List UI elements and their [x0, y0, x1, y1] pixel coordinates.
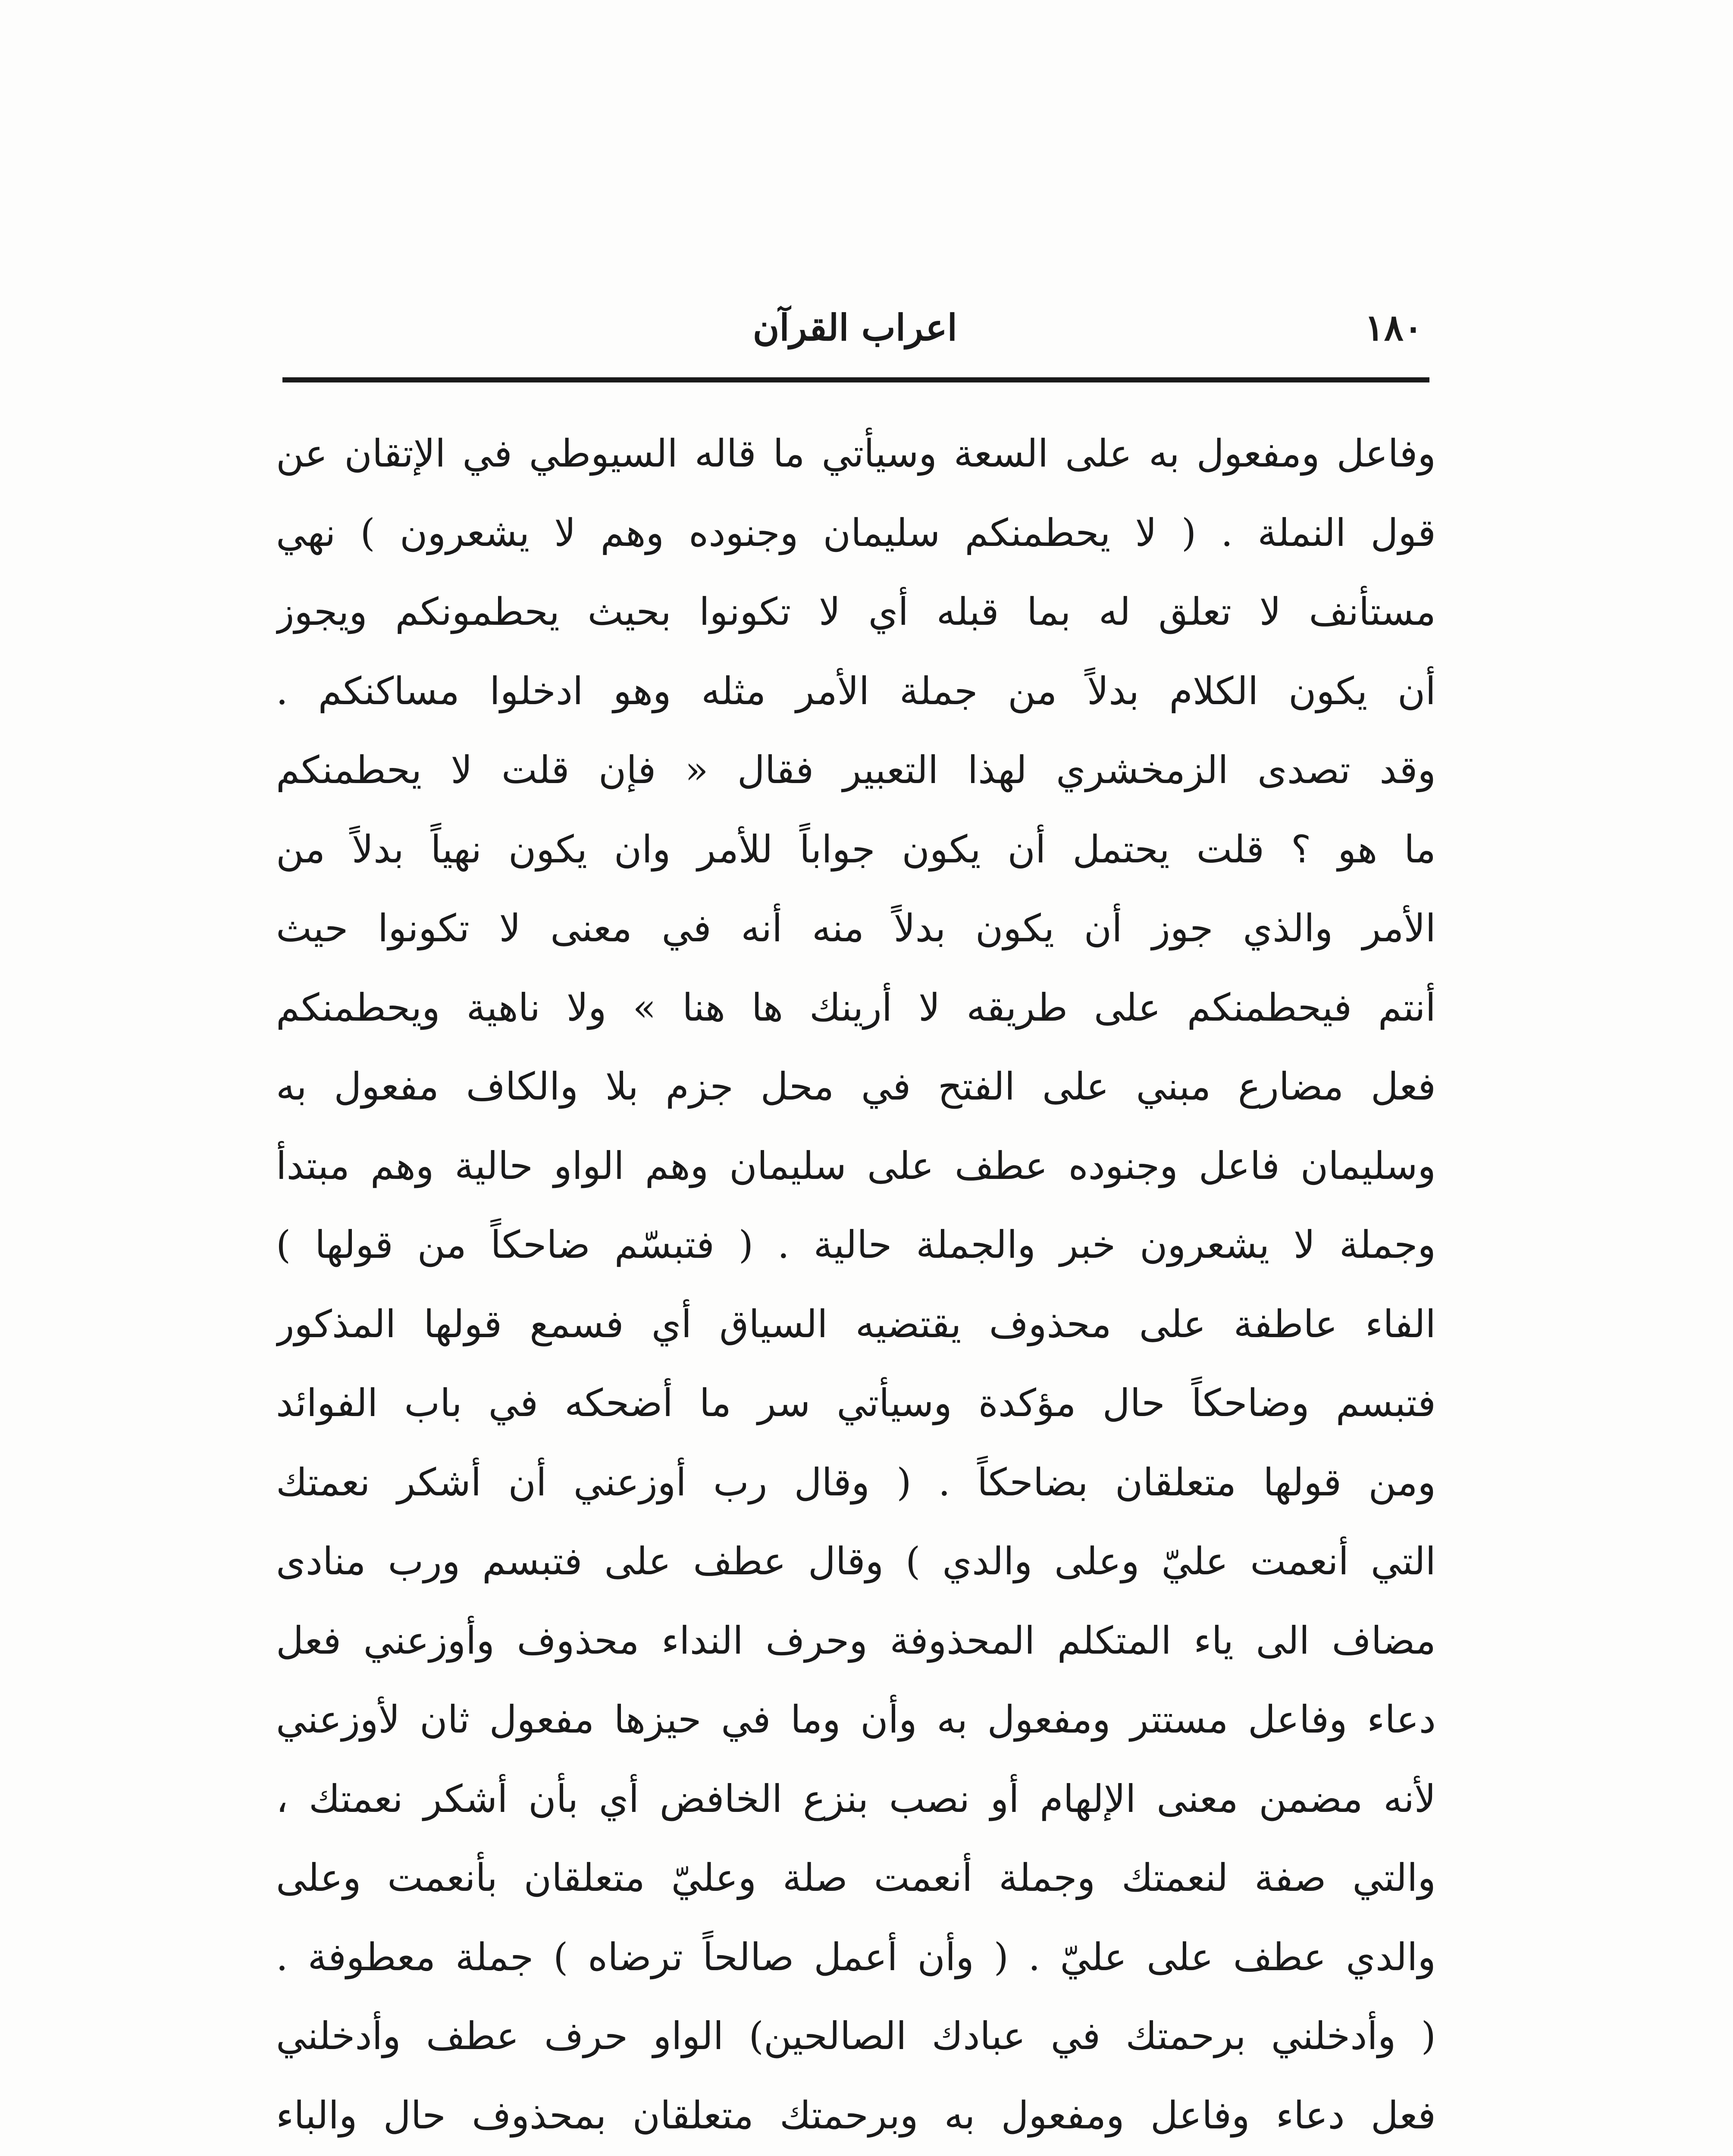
text-line: الفاء عاطفة على محذوف يقتضيه السياق أي فسمع قولها المذكور: [276, 1301, 1436, 1346]
page-header: [282, 298, 1423, 362]
text-line: الأمر والذي جوز أن يكون بدلاً منه أنه في معنى لا تكونوا حيث: [276, 906, 1436, 950]
text-line: مضاف الى ياء المتكلم المحذوفة وحرف النداء محذوف وأوزعني فعل: [276, 1618, 1436, 1663]
body-text: [276, 414, 1436, 2156]
text-line: ما هو ؟ قلت يحتمل أن يكون جواباً للأمر وان يكون نهياً بدلاً من: [276, 827, 1436, 871]
running-title: اعراب القرآن: [752, 306, 957, 349]
text-line: أنتم فيحطمنكم على طريقه لا أرينك ها هنا » ولا ناهية ويحطمنكم: [276, 985, 1436, 1030]
text-line: أن يكون الكلام بدلاً من جملة الأمر مثله وهو ادخلوا مساكنكم ‌.: [276, 668, 1436, 713]
text-line: فعل دعاء وفاعل ومفعول به وبرحمتك متعلقان بمحذوف حال والباء: [276, 2093, 1436, 2137]
page-number: ١٨٠: [1364, 306, 1423, 349]
text-line: التي أنعمت عليّ وعلى والدي ) وقال عطف على فتبسم ورب منادى: [276, 1539, 1436, 1583]
text-line: وفاعل ومفعول به على السعة وسيأتي ما قاله السيوطي في الإتقان عن: [276, 431, 1436, 476]
text-line: ومن قولها متعلقان بضاحكاً ‌. ( وقال رب أوزعني أن أشكر نعمتك: [276, 1460, 1436, 1504]
text-line: فتبسم وضاحكاً حال مؤكدة وسيأتي سر ما أضحكه في باب الفوائد: [276, 1381, 1436, 1425]
text-line: مستأنف لا تعلق له بما قبله أي لا تكونوا بحيث يحطمونكم ويجوز: [276, 589, 1436, 634]
text-line: وجملة لا يشعرون خبر والجملة حالية ‌. ( فتبسّم ضاحكاً من قولها ): [276, 1222, 1436, 1267]
text-line: وقد تصدى الزمخشري لهذا التعبير فقال « فإن قلت لا يحطمنكم: [276, 748, 1436, 792]
text-line: فعل مضارع مبني على الفتح في محل جزم بلا والكاف مفعول به: [276, 1064, 1436, 1109]
text-line: قول النملة ‌. ( لا يحطمنكم سليمان وجنوده وهم لا يشعرون ) نهي: [276, 510, 1436, 555]
text-line: وسليمان فاعل وجنوده عطف على سليمان وهم الواو حالية وهم مبتدأ: [276, 1143, 1436, 1188]
text-line: ( وأدخلني برحمتك في عبادك الصالحين) الواو حرف عطف وأدخلني: [276, 2014, 1436, 2058]
text-line: دعاء وفاعل مستتر ومفعول به وأن وما في حيزها مفعول ثان لأوزعني: [276, 1697, 1436, 1742]
text-line: والدي عطف على عليّ ‌. ( وأن أعمل صالحاً ترضاه ) جملة معطوفة ‌.: [276, 1934, 1436, 1979]
text-line: لأنه مضمن معنى الإلهام أو نصب بنزع الخافض أي بأن أشكر نعمتك ،: [276, 1776, 1436, 1821]
header-rule: [282, 377, 1429, 382]
text-line: والتي صفة لنعمتك وجملة أنعمت صلة وعليّ متعلقان بأنعمت وعلى: [276, 1855, 1436, 1900]
